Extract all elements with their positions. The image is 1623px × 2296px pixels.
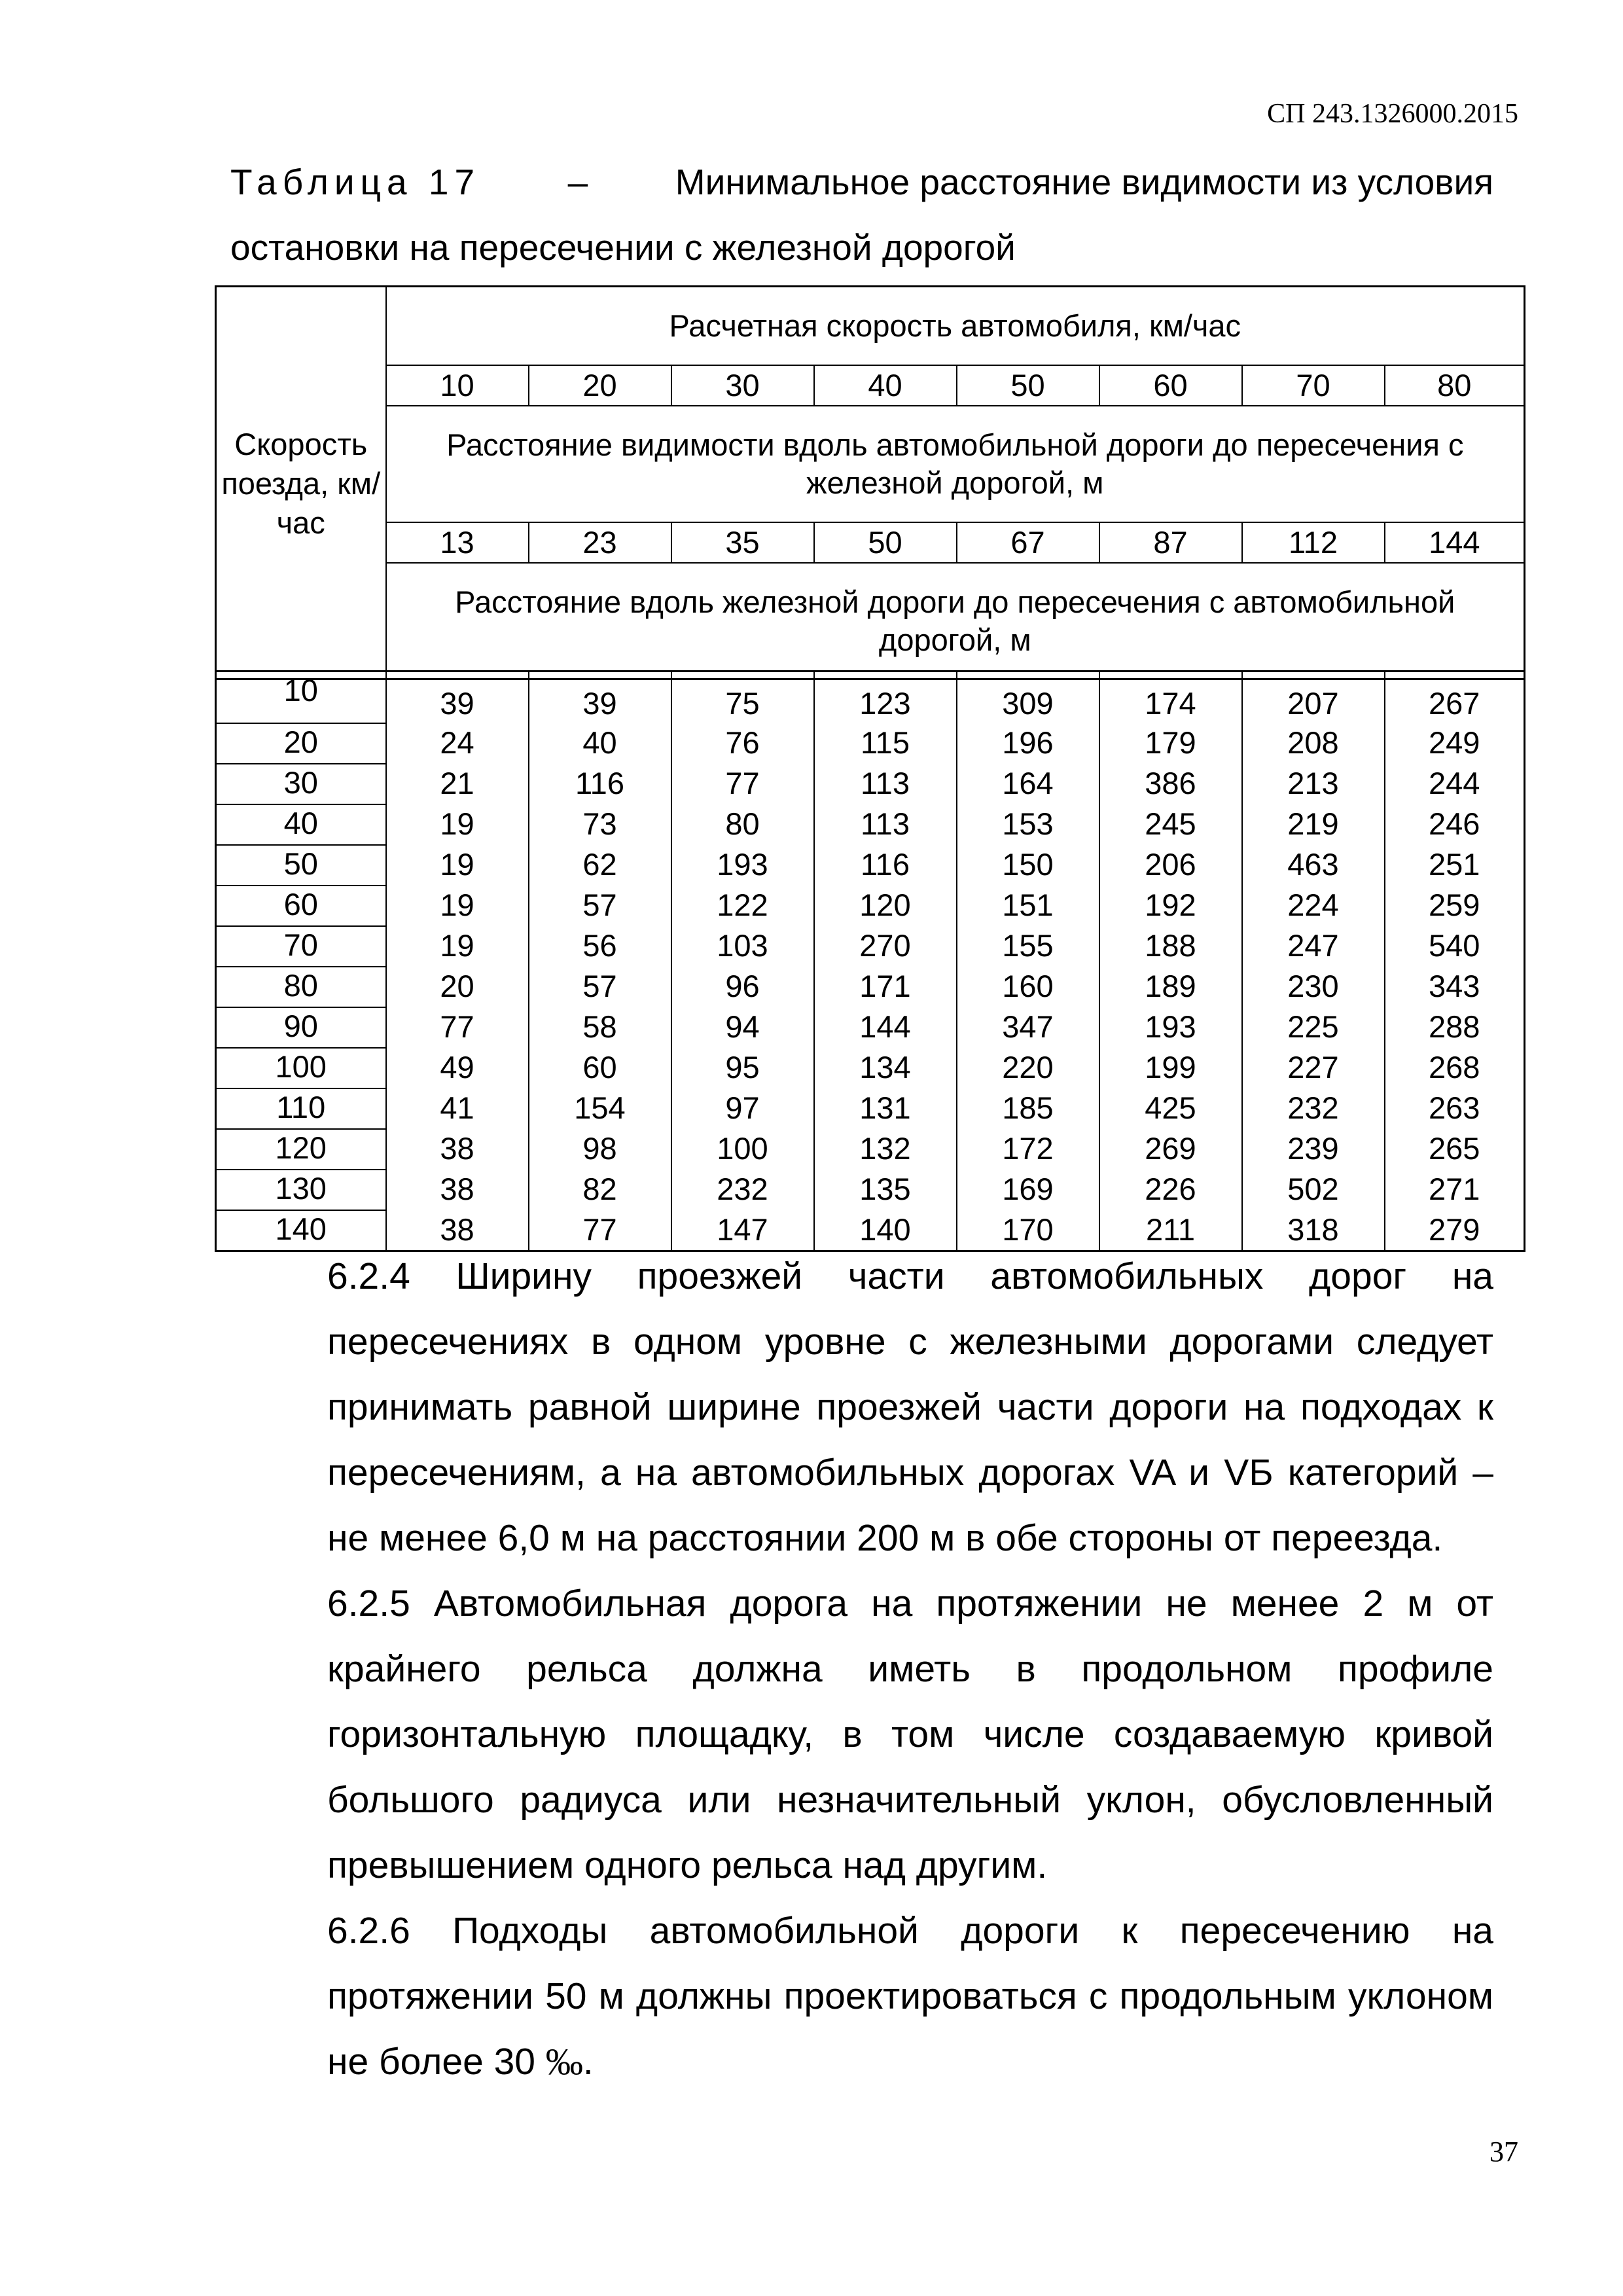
table-row: [216, 1170, 1525, 1210]
table-cell: 309: [957, 672, 1099, 724]
table-row: [216, 967, 1525, 1007]
table-cell: 103: [671, 926, 814, 967]
table-cell: 245: [1099, 804, 1242, 845]
table-cell: 270: [814, 926, 957, 967]
table-cell: 207: [1242, 672, 1385, 724]
table-cell: 164: [957, 764, 1099, 804]
table-cell: 57: [529, 967, 671, 1007]
table-cell: 347: [957, 1007, 1099, 1048]
table-cell: 39: [529, 672, 671, 724]
table-cell: 226: [1099, 1170, 1242, 1210]
table-caption-dash: –: [567, 162, 588, 202]
table-cell: 20: [386, 967, 529, 1007]
table-row: [216, 1129, 1525, 1170]
table-cell: 220: [957, 1048, 1099, 1088]
train-speed-value: 50: [216, 845, 386, 886]
table-cell: 171: [814, 967, 957, 1007]
road-sight-value: 13: [386, 522, 529, 563]
table-cell: 230: [1242, 967, 1385, 1007]
road-sight-value: 112: [1242, 522, 1385, 563]
table-caption-title-line1: Минимальное расстояние видимости из условия: [675, 162, 1493, 202]
table-cell: 80: [671, 804, 814, 845]
document-code: СП 243.1326000.2015: [1267, 99, 1518, 129]
table-cell: 77: [671, 764, 814, 804]
table-cell: 144: [814, 1007, 957, 1048]
road-sight-value: 87: [1099, 522, 1242, 563]
train-speed-value: 120: [216, 1129, 386, 1170]
car-speed-value: 70: [1242, 365, 1385, 406]
table-cell: 199: [1099, 1048, 1242, 1088]
table-cell: 263: [1385, 1088, 1525, 1129]
table-cell: 21: [386, 764, 529, 804]
table-cell: 60: [529, 1048, 671, 1088]
table-cell: 246: [1385, 804, 1525, 845]
table-cell: 271: [1385, 1170, 1525, 1210]
train-speed-header: Скорость поезда, км/час: [216, 287, 386, 679]
car-speed-value: 80: [1385, 365, 1525, 406]
table-cell: 38: [386, 1129, 529, 1170]
table-cell: 62: [529, 845, 671, 886]
table-caption-title-line2: остановки на пересечении с железной дорогой: [230, 227, 1016, 268]
table-cell: 132: [814, 1129, 957, 1170]
table-cell: 318: [1242, 1210, 1385, 1251]
paragraph-6-2-4: [230, 1244, 1493, 1571]
page-number: 37: [1489, 2136, 1518, 2168]
table-cell: 153: [957, 804, 1099, 845]
table-cell: 131: [814, 1088, 957, 1129]
table-cell: 98: [529, 1129, 671, 1170]
table-cell: 265: [1385, 1129, 1525, 1170]
train-speed-value: 70: [216, 926, 386, 967]
table-row: [216, 926, 1525, 967]
table-cell: 386: [1099, 764, 1242, 804]
table-row: [216, 1048, 1525, 1088]
table-cell: 56: [529, 926, 671, 967]
table-cell: 224: [1242, 886, 1385, 926]
table-cell: 189: [1099, 967, 1242, 1007]
train-speed-value: 40: [216, 804, 386, 845]
road-sight-row: [216, 522, 1525, 563]
car-speed-row: [216, 365, 1525, 406]
table-cell: 502: [1242, 1170, 1385, 1210]
table-cell: 82: [529, 1170, 671, 1210]
table-cell: 211: [1099, 1210, 1242, 1251]
table-cell: 188: [1099, 926, 1242, 967]
table-cell: 19: [386, 804, 529, 845]
table-row: [216, 845, 1525, 886]
table-cell: 76: [671, 723, 814, 764]
table-cell: 95: [671, 1048, 814, 1088]
table-cell: 38: [386, 1210, 529, 1251]
table-cell: 169: [957, 1170, 1099, 1210]
permille-unit: ‰: [545, 2041, 583, 2083]
train-speed-value: 110: [216, 1088, 386, 1129]
train-speed-value: 100: [216, 1048, 386, 1088]
table-header: [215, 285, 1525, 680]
car-speed-value: 60: [1099, 365, 1242, 406]
table-cell: 206: [1099, 845, 1242, 886]
table-row: [216, 886, 1525, 926]
table-cell: 155: [957, 926, 1099, 967]
train-speed-value: 60: [216, 886, 386, 926]
road-sight-value: 67: [957, 522, 1099, 563]
table-cell: 41: [386, 1088, 529, 1129]
car-speed-header: Расчетная скорость автомобиля, км/час: [386, 287, 1525, 365]
train-speed-value: 30: [216, 764, 386, 804]
table-cell: 77: [529, 1210, 671, 1251]
table-cell: 94: [671, 1007, 814, 1048]
table-cell: 179: [1099, 723, 1242, 764]
table-cell: 192: [1099, 886, 1242, 926]
table-cell: 259: [1385, 886, 1525, 926]
table-cell: 185: [957, 1088, 1099, 1129]
table-cell: 249: [1385, 723, 1525, 764]
train-speed-value: 140: [216, 1210, 386, 1251]
table-row: [216, 1007, 1525, 1048]
table-row: [216, 764, 1525, 804]
paragraph-text-main: 6.2.6 Подходы автомобильной дороги к пересечению на протяжении 50 м должны проектироваться с продольным уклоном не более 30: [327, 1910, 1493, 2083]
table-cell: 97: [671, 1088, 814, 1129]
car-speed-value: 20: [529, 365, 671, 406]
table-cell: 116: [814, 845, 957, 886]
paragraph-6-2-5: [230, 1571, 1493, 1898]
train-speed-value: 80: [216, 967, 386, 1007]
table-cell: 19: [386, 926, 529, 967]
table-cell: 170: [957, 1210, 1099, 1251]
table-cell: 134: [814, 1048, 957, 1088]
paragraph-text-end: .: [582, 2041, 594, 2083]
table-cell: 116: [529, 764, 671, 804]
road-sight-value: 23: [529, 522, 671, 563]
table-cell: 135: [814, 1170, 957, 1210]
table-cell: 40: [529, 723, 671, 764]
train-speed-value: 130: [216, 1170, 386, 1210]
table-cell: 57: [529, 886, 671, 926]
table-cell: 213: [1242, 764, 1385, 804]
table-cell: 120: [814, 886, 957, 926]
table-cell: 39: [386, 672, 529, 724]
table-cell: 24: [386, 723, 529, 764]
table-cell: 151: [957, 886, 1099, 926]
table-cell: 267: [1385, 672, 1525, 724]
table-cell: 123: [814, 672, 957, 724]
table-body: [215, 670, 1525, 1252]
table-cell: 244: [1385, 764, 1525, 804]
table-cell: 288: [1385, 1007, 1525, 1048]
table-cell: 75: [671, 672, 814, 724]
table-cell: 19: [386, 886, 529, 926]
table-cell: 232: [1242, 1088, 1385, 1129]
train-speed-value: 10: [216, 672, 386, 724]
table-cell: 73: [529, 804, 671, 845]
road-sight-value: 144: [1385, 522, 1525, 563]
table-cell: 77: [386, 1007, 529, 1048]
train-speed-value: 90: [216, 1007, 386, 1048]
table-cell: 174: [1099, 672, 1242, 724]
table-row: [216, 1088, 1525, 1129]
table-cell: 219: [1242, 804, 1385, 845]
table-caption-label: Таблица 17: [230, 162, 481, 202]
table-cell: 425: [1099, 1088, 1242, 1129]
table-cell: 172: [957, 1129, 1099, 1170]
table-cell: 154: [529, 1088, 671, 1129]
table-cell: 160: [957, 967, 1099, 1007]
table-cell: 113: [814, 764, 957, 804]
table-cell: 58: [529, 1007, 671, 1048]
table-cell: 193: [1099, 1007, 1242, 1048]
table-cell: 193: [671, 845, 814, 886]
car-speed-value: 40: [814, 365, 957, 406]
table-cell: 96: [671, 967, 814, 1007]
table-cell: 100: [671, 1129, 814, 1170]
table-cell: 122: [671, 886, 814, 926]
paragraph-text: 6.2.5 Автомобильная дорога на протяжении не менее 2 м от крайнего рельса должна иметь в продольном профиле горизонтальную площадку, в том числе создаваемую кривой большого радиуса или незначительный уклон, обусловленный превышением одного рельса над другим.: [327, 1583, 1493, 1886]
train-speed-value: 20: [216, 723, 386, 764]
table-cell: 147: [671, 1210, 814, 1251]
paragraph-6-2-6: [230, 1898, 1493, 2095]
table-cell: 343: [1385, 967, 1525, 1007]
table-caption: [230, 149, 1493, 280]
rail-distance-header: Расстояние вдоль железной дороги до пересечения с автомобильной дорогой, м: [386, 563, 1525, 679]
car-speed-value: 10: [386, 365, 529, 406]
car-speed-value: 30: [671, 365, 814, 406]
table-cell: 463: [1242, 845, 1385, 886]
table-cell: 269: [1099, 1129, 1242, 1170]
table-cell: 225: [1242, 1007, 1385, 1048]
table-cell: 49: [386, 1048, 529, 1088]
table-row: [216, 672, 1525, 724]
table-cell: 540: [1385, 926, 1525, 967]
road-sight-header: Расстояние видимости вдоль автомобильной дороги до пересечения с железной дорогой, м: [386, 406, 1525, 522]
table-cell: 227: [1242, 1048, 1385, 1088]
table-cell: 239: [1242, 1129, 1385, 1170]
table-cell: 140: [814, 1210, 957, 1251]
road-sight-value: 35: [671, 522, 814, 563]
paragraph-text: [230, 1898, 1493, 2095]
table-cell: 232: [671, 1170, 814, 1210]
paragraph-text: 6.2.4 Ширину проезжей части автомобильных дорог на пересечениях в одном уровне с железными дорогами следует принимать равной ширине проезжей части дороги на подходах к пересечениям, а на автомобильных дорогах VA и VБ категорий – не менее 6,0 м на расстоянии 200 м в обе стороны от переезда.: [327, 1255, 1493, 1559]
car-speed-value: 50: [957, 365, 1099, 406]
table-row: [216, 804, 1525, 845]
table-cell: 196: [957, 723, 1099, 764]
table-cell: 247: [1242, 926, 1385, 967]
table-row: [216, 723, 1525, 764]
table-cell: 208: [1242, 723, 1385, 764]
table-cell: 38: [386, 1170, 529, 1210]
table-cell: 279: [1385, 1210, 1525, 1251]
table-cell: 19: [386, 845, 529, 886]
table-cell: 268: [1385, 1048, 1525, 1088]
table-cell: 113: [814, 804, 957, 845]
road-sight-value: 50: [814, 522, 957, 563]
table-cell: 251: [1385, 845, 1525, 886]
table-cell: 150: [957, 845, 1099, 886]
table-cell: 115: [814, 723, 957, 764]
